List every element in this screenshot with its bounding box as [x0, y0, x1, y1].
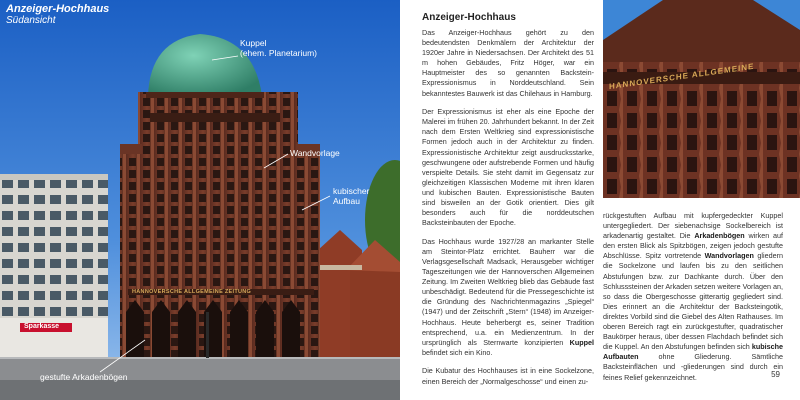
bold-kuppel: Kuppel: [569, 337, 595, 347]
p5-text-1: rückgestuften Aufbau mit kupfergedeckter Kuppel untergegliedert. Der siebenachsige Sockelbereich ist arkadenartig gestaltet. Die: [603, 211, 783, 241]
photo-caption-title: Anzeiger-Hochhaus: [6, 3, 110, 15]
bold-kubische-aufbauten: kubische Aufbauten: [603, 342, 783, 362]
article-heading: Anzeiger-Hochhaus: [422, 12, 516, 23]
detail-photo-image: [603, 0, 800, 198]
paragraph-5: [603, 211, 783, 383]
page-number: 59: [771, 370, 780, 379]
p5-text-2: wirken auf den ersten Blick als Spitzbögen, zeigen jedoch gestufte Abschlüsse. Spitz vortretende: [603, 231, 784, 261]
right-page: [400, 0, 800, 400]
annotation-kuppel-sub: (ehem. Planetarium): [240, 48, 318, 58]
text-column-2: [603, 211, 783, 383]
annotation-arkaden: gestufte Arkadenbögen: [40, 372, 128, 382]
paragraph-2: Der Expressionismus ist eher als eine Epoche der Malerei im frühen 20. Jahrhundert bekannt. In der Zeit nach dem Ersten Weltkrieg sind expressionistische Formen jedoch auch in der Architektur zu finden. Expressionistische Architektur zeigt ausdrucksstarke, geschwungene oder aufstrebende Formen und häufig verspielte Details. Sie steht damit im Gegensatz zur gleichzeitigen Klassischen Moderne mit ihren klaren und kubischen Bauten. Expressionistische Bauten sind bisweilen an der Gotik orientiert. Dies gilt besonders auch für die norddeutschen Backsteinbauten der Epoche.: [422, 107, 594, 228]
facade-sign: HANNOVERSCHE ALLGEMEINE ZEITUNG: [132, 289, 252, 295]
sparkasse-sign: Sparkasse: [24, 323, 60, 330]
photo-caption-subtitle: Südansicht: [6, 15, 56, 26]
annotation-kubischer-label: kubischer: [333, 186, 370, 196]
paragraph-3-text: Das Hochhaus wurde 1927/28 an markanter Stelle am Steintor-Platz errichtet. Bauherr war die Verlagsgesellschaft Madsack, Herausgeber wichtiger Tageszeitungen wie der Hannoverschen Allgemeinen Zeitung. Im Zweiten Weltkrieg blieb das Gebäude fast unbeschädigt. Bedeutend für die Pressegeschichte ist die Gründung des Nachrichtenmagazins „Spiegel“ (1947) und der Zeitschrift „Stern“ (1948) im Anzeiger-Hochhaus. Heute beherbergt es, seiner Tradition entsprechend, u.a. ein Medienzentrum. In der ursprünglich als Sternwarte konzipierten: [422, 236, 594, 347]
p5-text-3: gliedern die Sockelzone und laufen bis zu den seitlichen Abstufungen bzw. zur Dachkante durch. Über den Schlusssteinen der Arkaden setzen weitere Vorlagen an, so dass die Obergeschosse gitterartig gegliedert sind. Dies erinnert an die Architektur der Backsteingotik, direktes Vorbild sind die Giebel des Alten Rathauses. Im oberen Bereich ragt ein zurückgestufter, quadratischer Baukörper heraus, über dessen Flachdach befindet sich die Kuppel. An den Abstufungen befinden sich: [603, 251, 783, 352]
annotation-kubischer-aufbau: [333, 186, 369, 206]
detail-photo: [603, 0, 800, 198]
paragraph-3: [422, 237, 594, 358]
bold-wandvorlagen: Wandvorlagen: [704, 251, 754, 261]
paragraph-1: Das Anzeiger-Hochhaus gehört zu den bedeutendsten Denkmälern der Architektur der 1920er Jahre in Niedersachsen. Der Architekt des 51 m hohen Gebäudes, Fritz Höger, war ein Hauptmeister des so genannten Backstein-Expressionismus in Norddeutschland. Sein bekanntestes Bauwerk ist das Chilehaus in Hamburg.: [422, 28, 594, 98]
paragraph-3-tail: befindet sich ein Kino.: [422, 347, 493, 357]
annotation-kuppel: [240, 38, 317, 58]
p5-text-4: ohne Gliederung. Sämtliche Backsteinflächen und -gliederungen sind durch ein feines Relief gekennzeichnet.: [603, 352, 784, 382]
annotation-wandvorlage: Wandvorlage: [290, 148, 340, 158]
annotation-aufbau-label: Aufbau: [333, 196, 360, 206]
paragraph-4: Die Kubatur des Hochhauses ist in eine Sockelzone, einen Bereich der „Normalgeschosse“ und einen zu-: [422, 366, 594, 386]
detail-photo-sign: HANNOVERSCHE ALLGEMEINE: [609, 61, 755, 92]
annotation-kuppel-label: Kuppel: [240, 38, 267, 48]
bold-arkadenboegen: Arkadenbögen: [694, 231, 745, 241]
text-column-1: [422, 28, 594, 387]
